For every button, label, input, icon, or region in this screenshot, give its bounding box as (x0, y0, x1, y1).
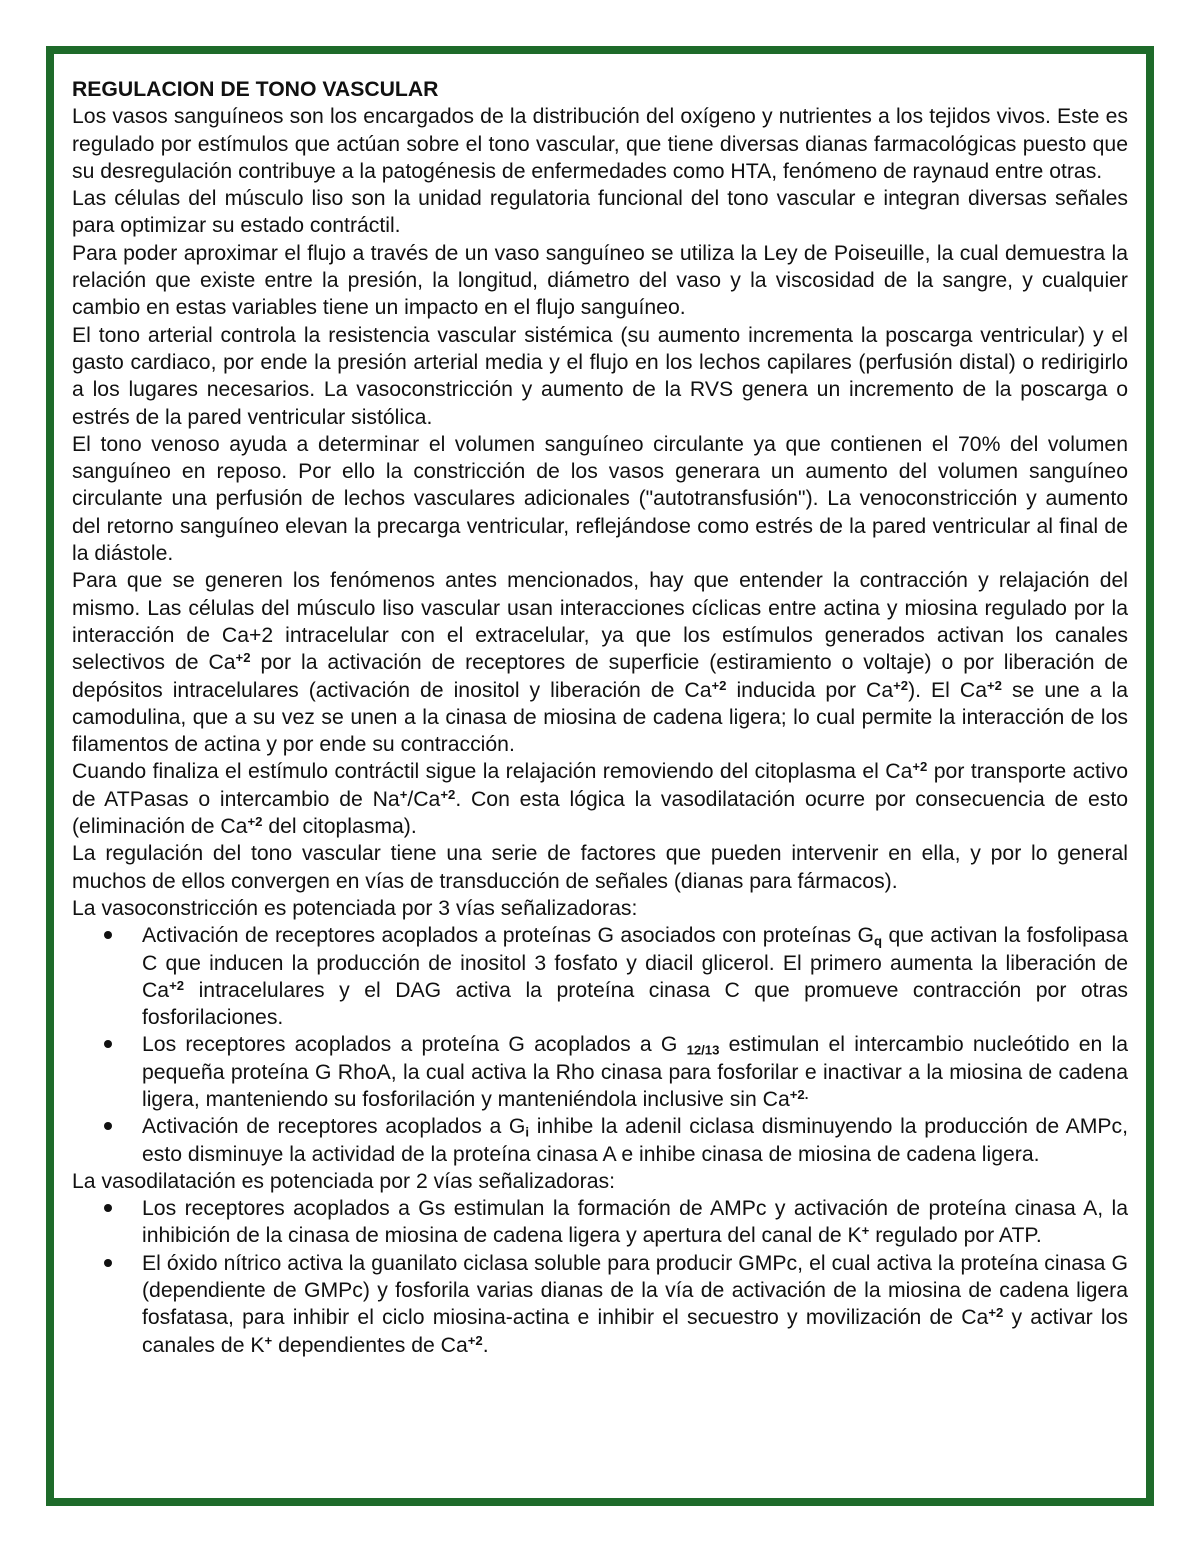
text-span: dependientes de Ca (272, 1333, 468, 1357)
page-border (46, 46, 1154, 1506)
paragraph-contraction (72, 567, 1128, 758)
superscript: +2 (912, 759, 928, 775)
vasodilation-list (72, 1195, 1128, 1359)
document-body (72, 76, 1128, 1359)
text-span: que activan la fosfolipasa C que inducen la producción de inositol 3 fosfato y diacil glicerol. El primero aumenta la liberación de Ca (142, 924, 1129, 1002)
list-item (142, 1113, 1128, 1168)
text-span: intracelulares y el DAG activa la proteína cinasa C que promueve contracción por otras fosforilaciones. (142, 978, 1128, 1030)
paragraph-relaxation (72, 758, 1128, 840)
vasodilation-intro: La vasodilatación es potenciada por 2 vías señalizadoras: (72, 1169, 615, 1193)
text-span: . Con esta lógica la vasodilatación ocurre por consecuencia de esto (eliminación de Ca (72, 787, 1128, 839)
paragraph-poiseuille: Para poder aproximar el flujo a través de un vaso sanguíneo se utiliza la Ley de Poiseuille, la cual demuestra la relación que existe entre la presión, la longitud, diámetro del vaso y la viscosidad de la sangre, y cualquier cambio en estas variables tiene un impacto en el flujo sanguíneo. (72, 241, 1128, 320)
text-span: y activar los canales de K (142, 1306, 1128, 1357)
text-span: inhibe la adenil ciclasa disminuyendo la producción de AMPc, esto disminuye la actividad de la proteína cinasa A e inhibe cinasa de miosina de cadena ligera. (142, 1115, 1128, 1166)
paragraph-smooth-muscle: Las células del músculo liso son la unidad regulatoria funcional del tono vascular e integran diversas señales para optimizar su estado contráctil. (72, 187, 1128, 238)
subscript: 12/13 (686, 1042, 720, 1058)
text-span: /Ca (407, 787, 441, 811)
superscript: +2 (893, 677, 909, 693)
superscript: +2 (235, 650, 251, 666)
text-span: El óxido nítrico activa la guanilato ciclasa soluble para producir GMPc, el cual activa la proteína cinasa G (dependiente de GMPc) y fosforila varias dianas de la vía de activación de la miosina de cadena ligera fosfatasa, para inhibir el ciclo miosina-actina e inhibir el secuestro y movilización de Ca (142, 1251, 1128, 1330)
superscript: + (399, 786, 408, 802)
paragraph-venous-tone: El tono venoso ayuda a determinar el volumen sanguíneo circulante ya que contienen el 70% del volumen sanguíneo en reposo. Por ello la constricción de los vasos generara un aumento del volumen sanguíneo circulante una perfusión de lechos vasculares adicionales ("autotransfusión"). La venoconstricción y aumento del retorno sanguíneo elevan la precarga ventricular, reflejándose como estrés de la pared ventricular al final de la diástole. (72, 432, 1128, 566)
superscript: + (264, 1332, 273, 1348)
superscript: +2 (986, 677, 1002, 693)
text-span: por transporte activo de ATPasas o intercambio de Na (72, 760, 1128, 811)
subscript: q (874, 933, 883, 949)
text-span: Para que se generen los fenómenos antes mencionados, hay que entender la contracción y relajación del mismo. Las células del músculo liso vascular usan interacciones cíclicas entre actina y miosina regulado por la interacción de Ca+2 intracelular con el extracelular, ya que los estímulos generados activan los canales selectivos de Ca (72, 569, 1128, 675)
list-item (142, 1031, 1128, 1113)
paragraph-intro: Los vasos sanguíneos son los encargados de la distribución del oxígeno y nutrientes a los tejidos vivos. Este es regulado por estímulos que actúan sobre el tono vascular, que tiene diversas dianas farmacológicas puesto que su desregulación contribuye a la patogénesis de enfermedades como HTA, fenómeno de raynaud entre otras. (72, 105, 1128, 183)
vasoconstriction-list (72, 922, 1128, 1168)
text-span: del citoplasma). (262, 815, 417, 839)
text-span: Activación de receptores acoplados a G (142, 1115, 526, 1139)
superscript: + (861, 1223, 870, 1239)
superscript: +2 (169, 977, 185, 993)
paragraph-regulation: La regulación del tono vascular tiene una serie de factores que pueden intervenir en ella, y por lo general muchos de ellos convergen en vías de transducción de señales (dianas para fármacos). (72, 842, 1128, 893)
vasoconstriction-intro: La vasoconstricción es potenciada por 3 vías señalizadoras: (72, 896, 638, 920)
text-span: Los receptores acoplados a Gs estimulan la formación de AMPc y activación de proteína cinasa A, la inhibición de la cinasa de miosina de cadena ligera y apertura del canal de K (142, 1197, 1128, 1248)
text-span: inducida por Ca (726, 678, 894, 702)
superscript: +2 (440, 786, 456, 802)
subscript: i (525, 1124, 530, 1140)
text-span: Cuando finaliza el estímulo contráctil sigue la relajación removiendo del citoplasma el Ca (72, 760, 913, 784)
superscript: +2. (789, 1086, 809, 1102)
text-span: regulado por ATP. (869, 1224, 1042, 1248)
list-item (142, 1195, 1128, 1250)
text-span: estimulan el intercambio nucleótido en la pequeña proteína G RhoA, la cual activa la Rho cinasa para fosforilar e inactivar a la miosina de cadena ligera, manteniendo su fosforilación y manteniéndola inclusive sin Ca (142, 1033, 1128, 1111)
list-item (142, 1250, 1128, 1359)
text-span: ). El Ca (908, 678, 987, 702)
text-span: . (482, 1333, 489, 1357)
text-span: Activación de receptores acoplados a proteínas G asociados con proteínas G (142, 924, 875, 948)
document-title: REGULACION DE TONO VASCULAR (72, 78, 439, 101)
superscript: +2 (467, 1332, 483, 1348)
text-span: Los receptores acoplados a proteína G acoplados a G (142, 1033, 687, 1057)
superscript: +2 (247, 813, 263, 829)
list-item (142, 922, 1128, 1031)
superscript: +2 (988, 1305, 1004, 1321)
text-span: se une a la camodulina, que a su vez se unen a la cinasa de miosina de cadena ligera; lo cual permite la interacción de los filamentos de actina y por ende su contracción. (72, 678, 1128, 757)
superscript: +2 (711, 677, 727, 693)
text-span: por la activación de receptores de superficie (estiramiento o voltaje) o por liberación de depósitos intracelulares (activación de inositol y liberación de Ca (72, 651, 1128, 702)
paragraph-arterial-tone: El tono arterial controla la resistencia vascular sistémica (su aumento incrementa la poscarga ventricular) y el gasto cardiaco, por ende la presión arterial media y el flujo en los lechos capilares (perfusión distal) o redirigirlo a los lugares necesarios. La vasoconstricción y aumento de la RVS genera un incremento de la poscarga o estrés de la pared ventricular sistólica. (72, 323, 1128, 429)
